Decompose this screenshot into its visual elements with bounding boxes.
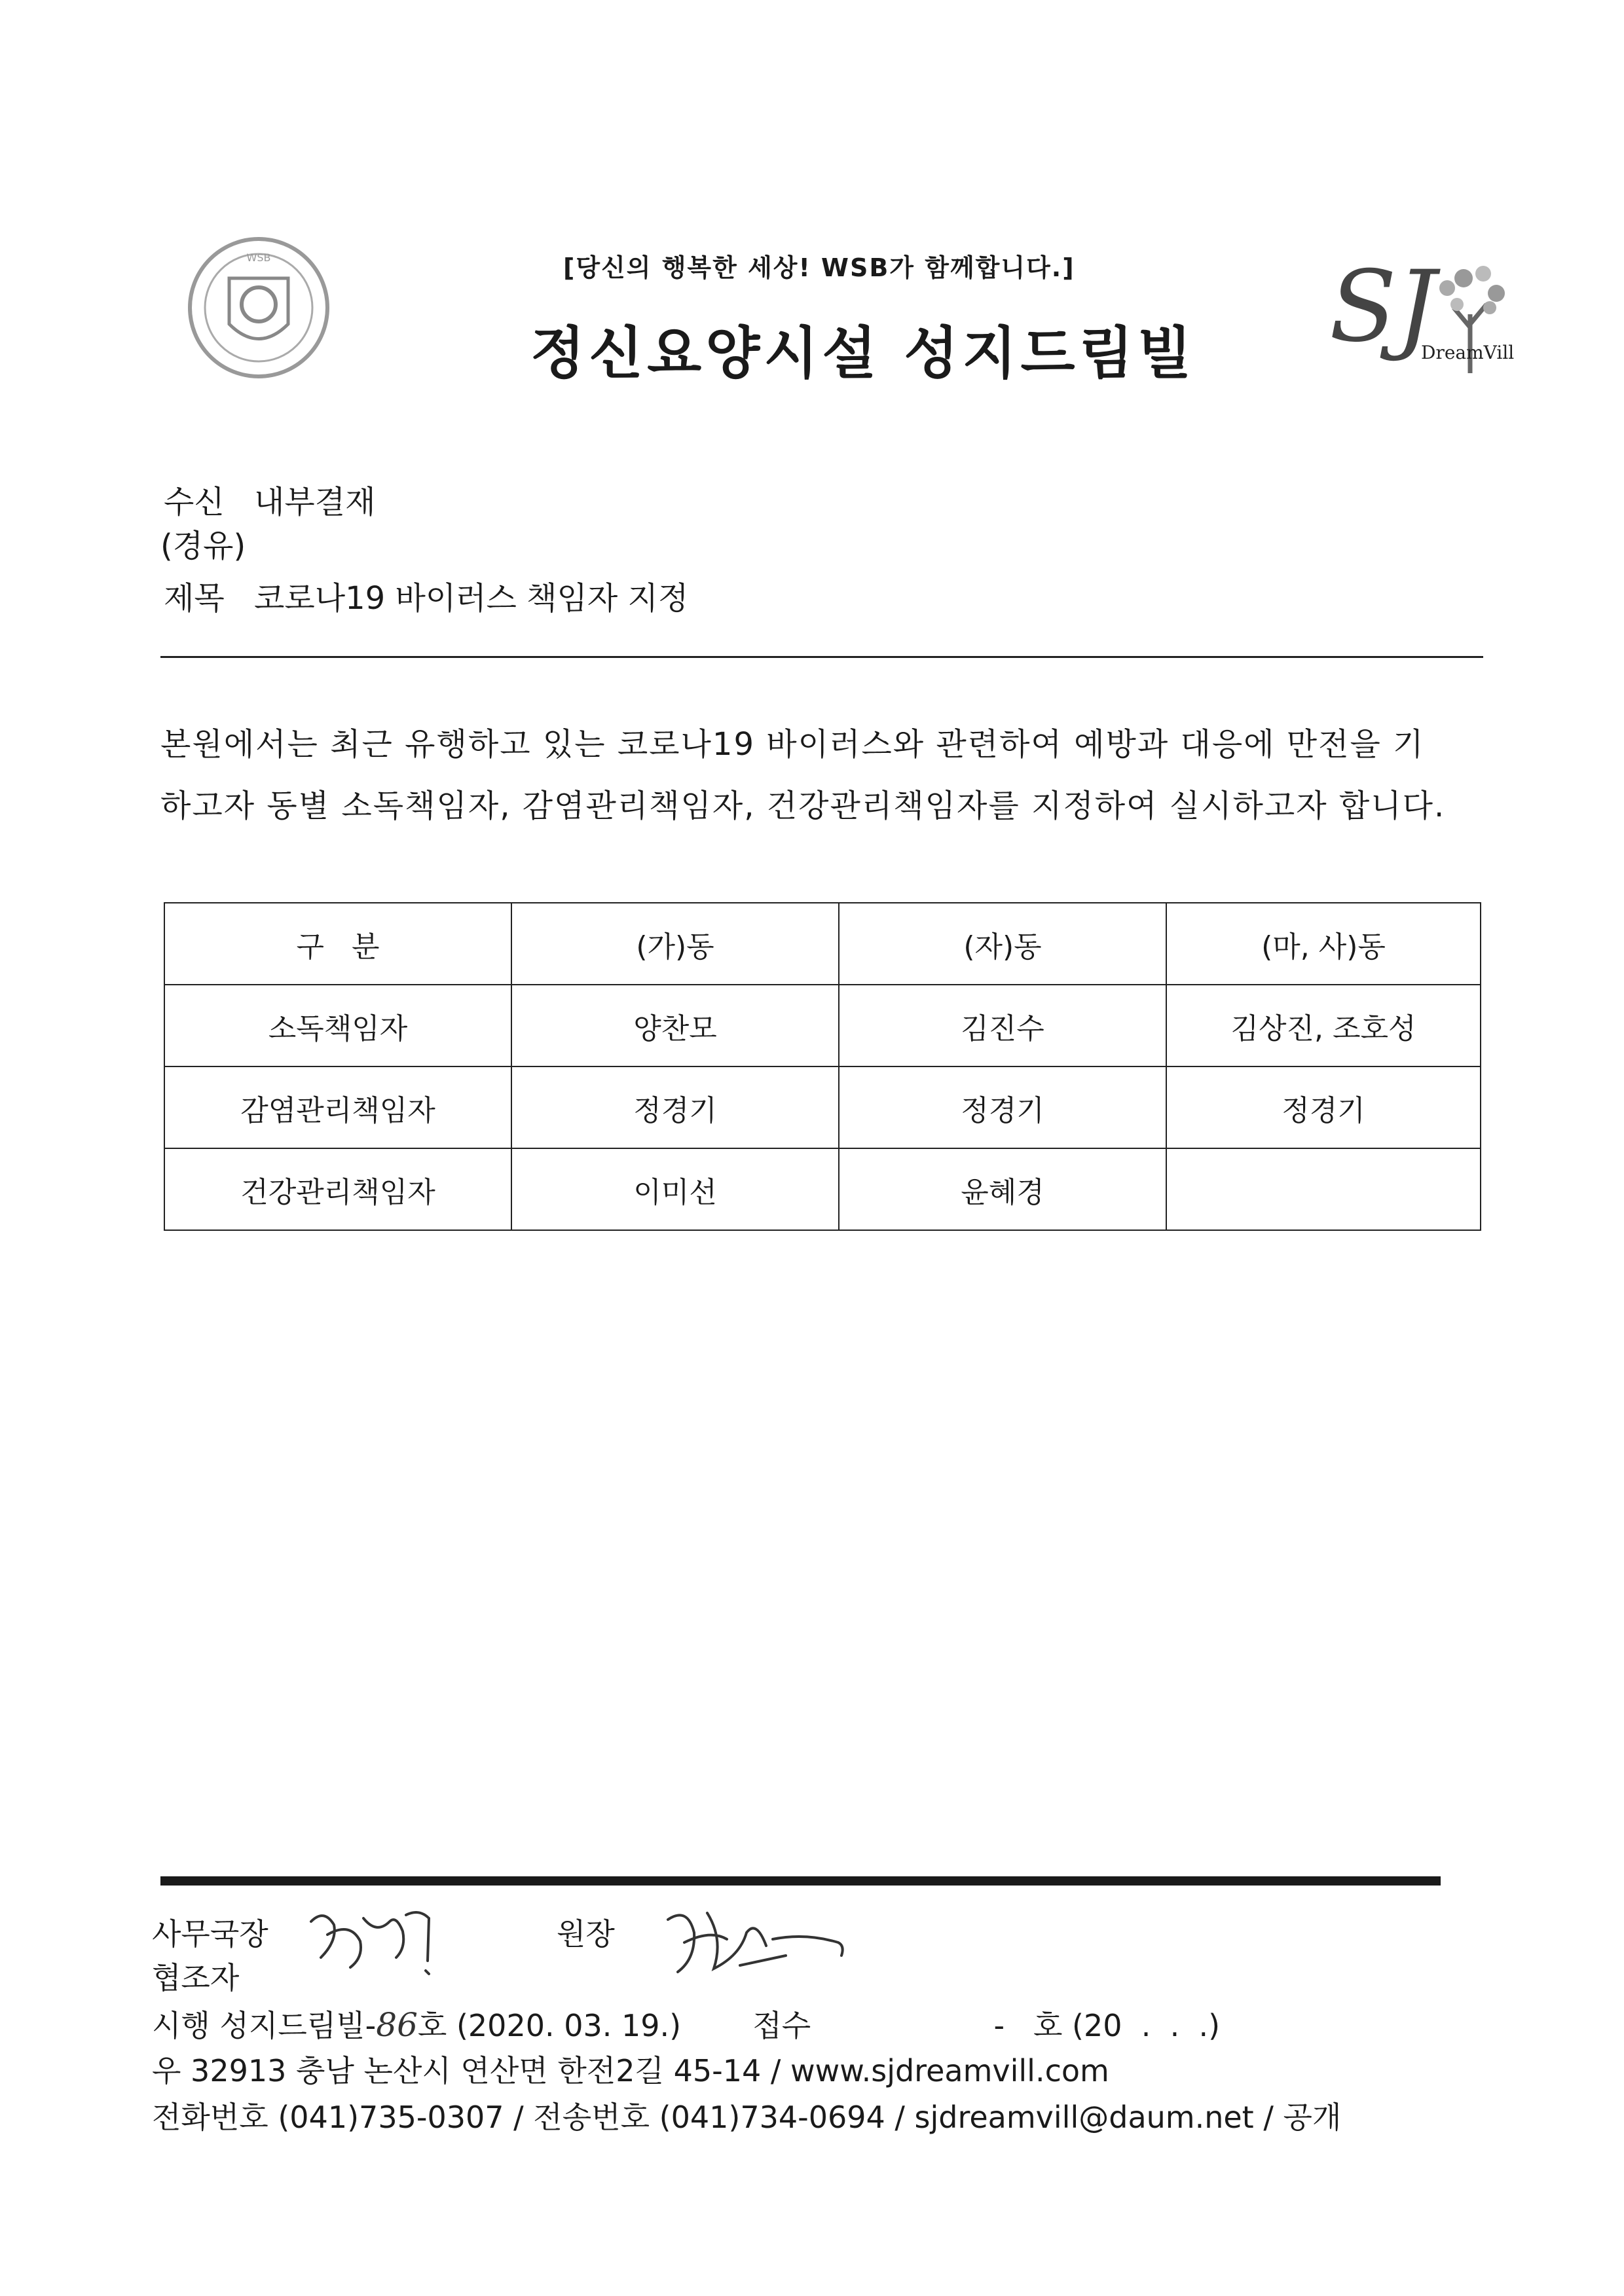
slogan: [당신의 행복한 세상! WSB가 함께합니다.] <box>563 253 1075 282</box>
sj-dreamvill-logo <box>1329 242 1513 386</box>
recipient-row <box>164 477 376 522</box>
table-cell: 양찬모 <box>511 985 839 1066</box>
issue-prefix: 시행 성지드림빌- <box>152 2008 377 2043</box>
table-header-row <box>164 903 1481 985</box>
header-ma-sa-building: (마, 사)동 <box>1166 903 1481 985</box>
org-title: 정신요양시설 성지드림빌 <box>530 321 1196 386</box>
table-cell <box>1166 1148 1481 1230</box>
table-cell: 김상진, 조호성 <box>1166 985 1481 1066</box>
secretary-general-signature <box>298 1895 449 1980</box>
issue-row <box>152 2002 1220 2045</box>
director-label: 원장 <box>557 1916 615 1952</box>
header-category: 구 분 <box>164 903 511 985</box>
via-label: (경유) <box>160 528 246 564</box>
director-signature <box>648 1893 864 1992</box>
subject-label: 제목 <box>164 580 225 617</box>
issue-number-handwritten: 86 <box>376 2006 418 2044</box>
table-row <box>164 1148 1481 1230</box>
top-divider <box>160 656 1483 658</box>
table-cell: 정경기 <box>511 1066 839 1148</box>
table-cell: 감염관리책임자 <box>164 1066 511 1148</box>
receipt-value: - 호 (20 . . .) <box>993 2008 1221 2043</box>
table-row <box>164 1066 1481 1148</box>
table-cell: 윤혜경 <box>839 1148 1166 1230</box>
secretary-general-label: 사무국장 <box>152 1916 268 1952</box>
svg-text:WSB: WSB <box>246 251 271 264</box>
table-cell: 소독책임자 <box>164 985 511 1066</box>
receipt-label: 접수 <box>752 2008 811 2043</box>
header-ga-building: (가)동 <box>511 903 839 985</box>
contact-line: 전화번호 (041)735-0307 / 전송번호 (041)734-0694 / sjdreamvill@daum.net / 공개 <box>152 2100 1342 2135</box>
address-line: 우 32913 충남 논산시 연산면 한전2길 45-14 / www.sjdreamvill.com <box>152 2053 1109 2088</box>
cooperator-label: 협조자 <box>152 1960 240 1995</box>
table-cell: 건강관리책임자 <box>164 1148 511 1230</box>
issue-suffix: 호 (2020. 03. 19.) <box>417 2008 682 2043</box>
table-cell: 김진수 <box>839 985 1166 1066</box>
subject-value: 코로나19 바이러스 책임자 지정 <box>254 580 689 617</box>
bottom-divider <box>160 1876 1441 1886</box>
dreamvill-wordmark: DreamVill <box>1421 342 1515 363</box>
body-text-line-2: 하고자 동별 소독책임자, 감염관리책임자, 건강관리책임자를 지정하여 실시하고자 합니다. <box>160 788 1446 824</box>
body-text-line-1: 본원에서는 최근 유행하고 있는 코로나19 바이러스와 관련하여 예방과 대응에 만전을 기 <box>160 726 1425 763</box>
wsb-emblem-logo <box>183 232 334 383</box>
logo-letters: SJ <box>1329 250 1436 364</box>
recipient-label: 수신 <box>164 484 225 520</box>
subject-row <box>164 573 688 618</box>
assignment-table <box>164 902 1481 1231</box>
table-cell: 이미선 <box>511 1148 839 1230</box>
recipient-value: 내부결재 <box>254 484 376 520</box>
table-cell: 정경기 <box>1166 1066 1481 1148</box>
header-ja-building: (자)동 <box>839 903 1166 985</box>
table-cell: 정경기 <box>839 1066 1166 1148</box>
table-row <box>164 985 1481 1066</box>
